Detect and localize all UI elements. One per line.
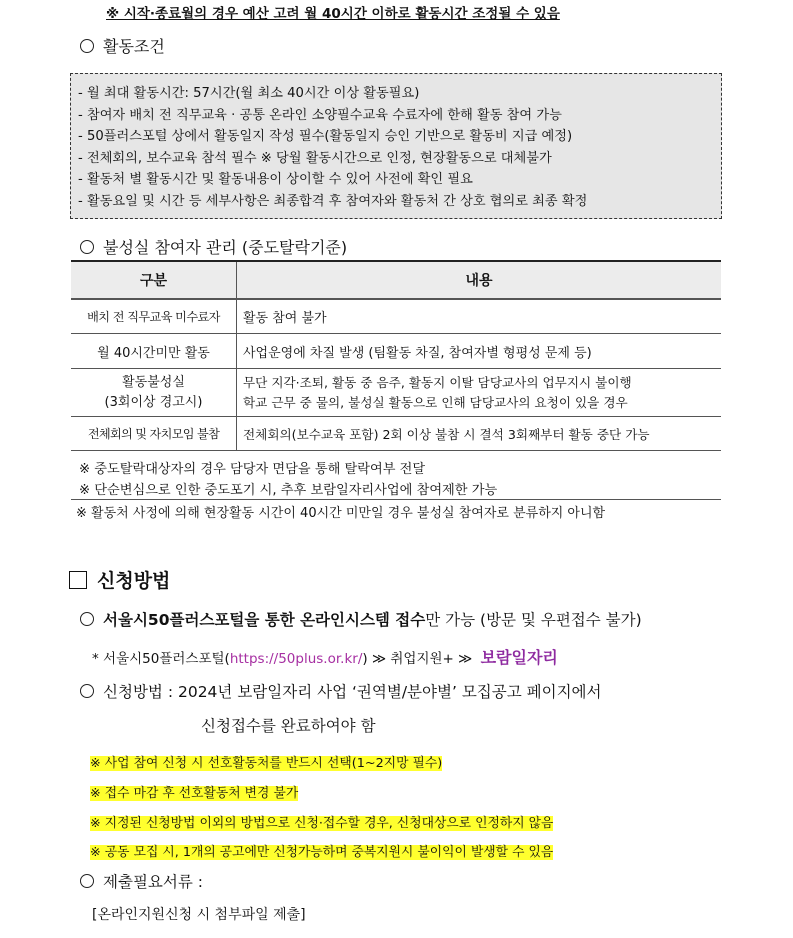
documents-note: [온라인지원신청 시 첨부파일 제출] [92, 907, 306, 923]
dropout-note: ※ 단순변심으로 인한 중도포기 시, 추후 보람일자리사업에 참여제한 가능 [79, 483, 498, 498]
notes-divider [71, 499, 721, 500]
application-title: 신청방법 [97, 570, 171, 592]
condition-item: - 50플러스포털 상에서 활동일지 작성 필수(활동일지 승인 기반으로 활동비 지급 예정) [78, 129, 573, 144]
portal-link[interactable]: https://50plus.or.kr/ [229, 651, 363, 667]
circle-bullet-icon [80, 39, 94, 53]
activity-conditions-title: 활동조건 [103, 37, 165, 56]
table-header-row [71, 261, 721, 299]
table-header-category: 구분 [71, 261, 237, 299]
application-heading [69, 566, 170, 593]
documents-heading: 제출필요서류 : [80, 870, 203, 892]
application-method-line [80, 608, 642, 630]
table-row [71, 369, 721, 417]
online-system-text: 서울시50플러스포털을 통한 온라인시스템 접수 [103, 611, 426, 629]
table-row [71, 417, 721, 451]
circle-bullet-icon [80, 684, 94, 698]
table-cell-category: 배치 전 직무교육 미수료자 [71, 299, 237, 334]
condition-item: - 활동처 별 활동시간 및 활동내용이 상이할 수 있어 사전에 확인 필요 [78, 172, 473, 187]
online-system-rest: 만 가능 (방문 및 우편접수 불가) [425, 611, 642, 629]
table-header-content: 내용 [237, 261, 722, 299]
dropout-criteria-table [71, 260, 721, 451]
portal-target[interactable]: 보람일자리 [480, 648, 558, 667]
highlight-note: ※ 지정된 신청방법 이외의 방법으로 신청·접수할 경우, 신청대상으로 인정하지 않음 [90, 816, 554, 831]
highlight-note: ※ 접수 마감 후 선호활동처 변경 불가 [90, 786, 299, 801]
table-cell-content: 전체회의(보수교육 포함) 2회 이상 불참 시 결석 3회째부터 활동 중단 가능 [237, 417, 722, 451]
table-row [71, 334, 721, 369]
highlight-note: ※ 공동 모집 시, 1개의 공고에만 신청가능하며 중복지원시 불이익이 발생할 수 있음 [90, 845, 554, 860]
dropout-note: ※ 중도탈락대상자의 경우 담당자 면담을 통해 탈락여부 전달 [79, 462, 426, 477]
table-cell-category: 월 40시간미만 활동 [71, 334, 237, 369]
table-cell-category: 전체회의 및 자치모임 불참 [71, 417, 237, 451]
circle-bullet-icon [80, 874, 94, 888]
circle-bullet-icon [80, 240, 94, 254]
condition-item: - 참여자 배치 전 직무교육 · 공통 온라인 소양필수교육 수료자에 한해 활동 참여 가능 [78, 107, 562, 123]
method-description: 신청방법 : 2024년 보람일자리 사업 ‘권역별/분야별’ 모집공고 페이지에서 [80, 680, 602, 702]
method-description-2: 신청접수를 완료하여야 함 [201, 717, 376, 735]
top-note: ※ 시작·종료월의 경우 예산 고려 월 40시간 이하로 활동시간 조정될 수 있음 [106, 6, 560, 22]
circle-bullet-icon [80, 612, 94, 626]
condition-item: - 전체회의, 보수교육 참석 필수 ※ 당월 활동시간으로 인정, 현장활동으로 대체불가 [78, 150, 552, 166]
condition-item: - 활동요일 및 시간 등 세부사항은 최종합격 후 참여자와 활동처 간 상호 협의로 최종 확정 [78, 193, 588, 209]
condition-item: - 월 최대 활동시간: 57시간(월 최소 40시간 이상 활동필요) [78, 86, 420, 101]
table-cell-content: 사업운영에 차질 발생 (팀활동 차질, 참여자별 형평성 문제 등) [237, 334, 722, 369]
outer-note: ※ 활동처 사정에 의해 현장활동 시간이 40시간 미만일 경우 불성실 참여자로 분류하지 아니함 [76, 506, 606, 521]
table-cell-content: 활동 참여 불가 [237, 299, 722, 334]
table-cell-category: 활동불성실 (3회이상 경고시) [71, 369, 237, 417]
activity-conditions-heading [80, 34, 165, 57]
table-cell-content: 무단 지각·조퇴, 활동 중 음주, 활동지 이탈 담당교사의 업무지시 불이행 학교 근무 중 물의, 불성실 활동으로 인해 담당교사의 요청이 있을 경우 [237, 369, 722, 417]
poor-participants-title: 불성실 참여자 관리 (중도탈락기준) [103, 238, 348, 257]
activity-conditions-box [70, 73, 722, 219]
poor-participants-heading [80, 235, 347, 258]
highlight-note: ※ 사업 참여 신청 시 선호활동처를 반드시 선택(1~2지망 필수) [90, 756, 443, 771]
portal-path: * 서울시50플러스포털(https://50plus.or.kr/) ≫ 취업지원+ ≫ 보람일자리 [92, 648, 558, 667]
table-row [71, 299, 721, 334]
square-bullet-icon [69, 571, 87, 589]
